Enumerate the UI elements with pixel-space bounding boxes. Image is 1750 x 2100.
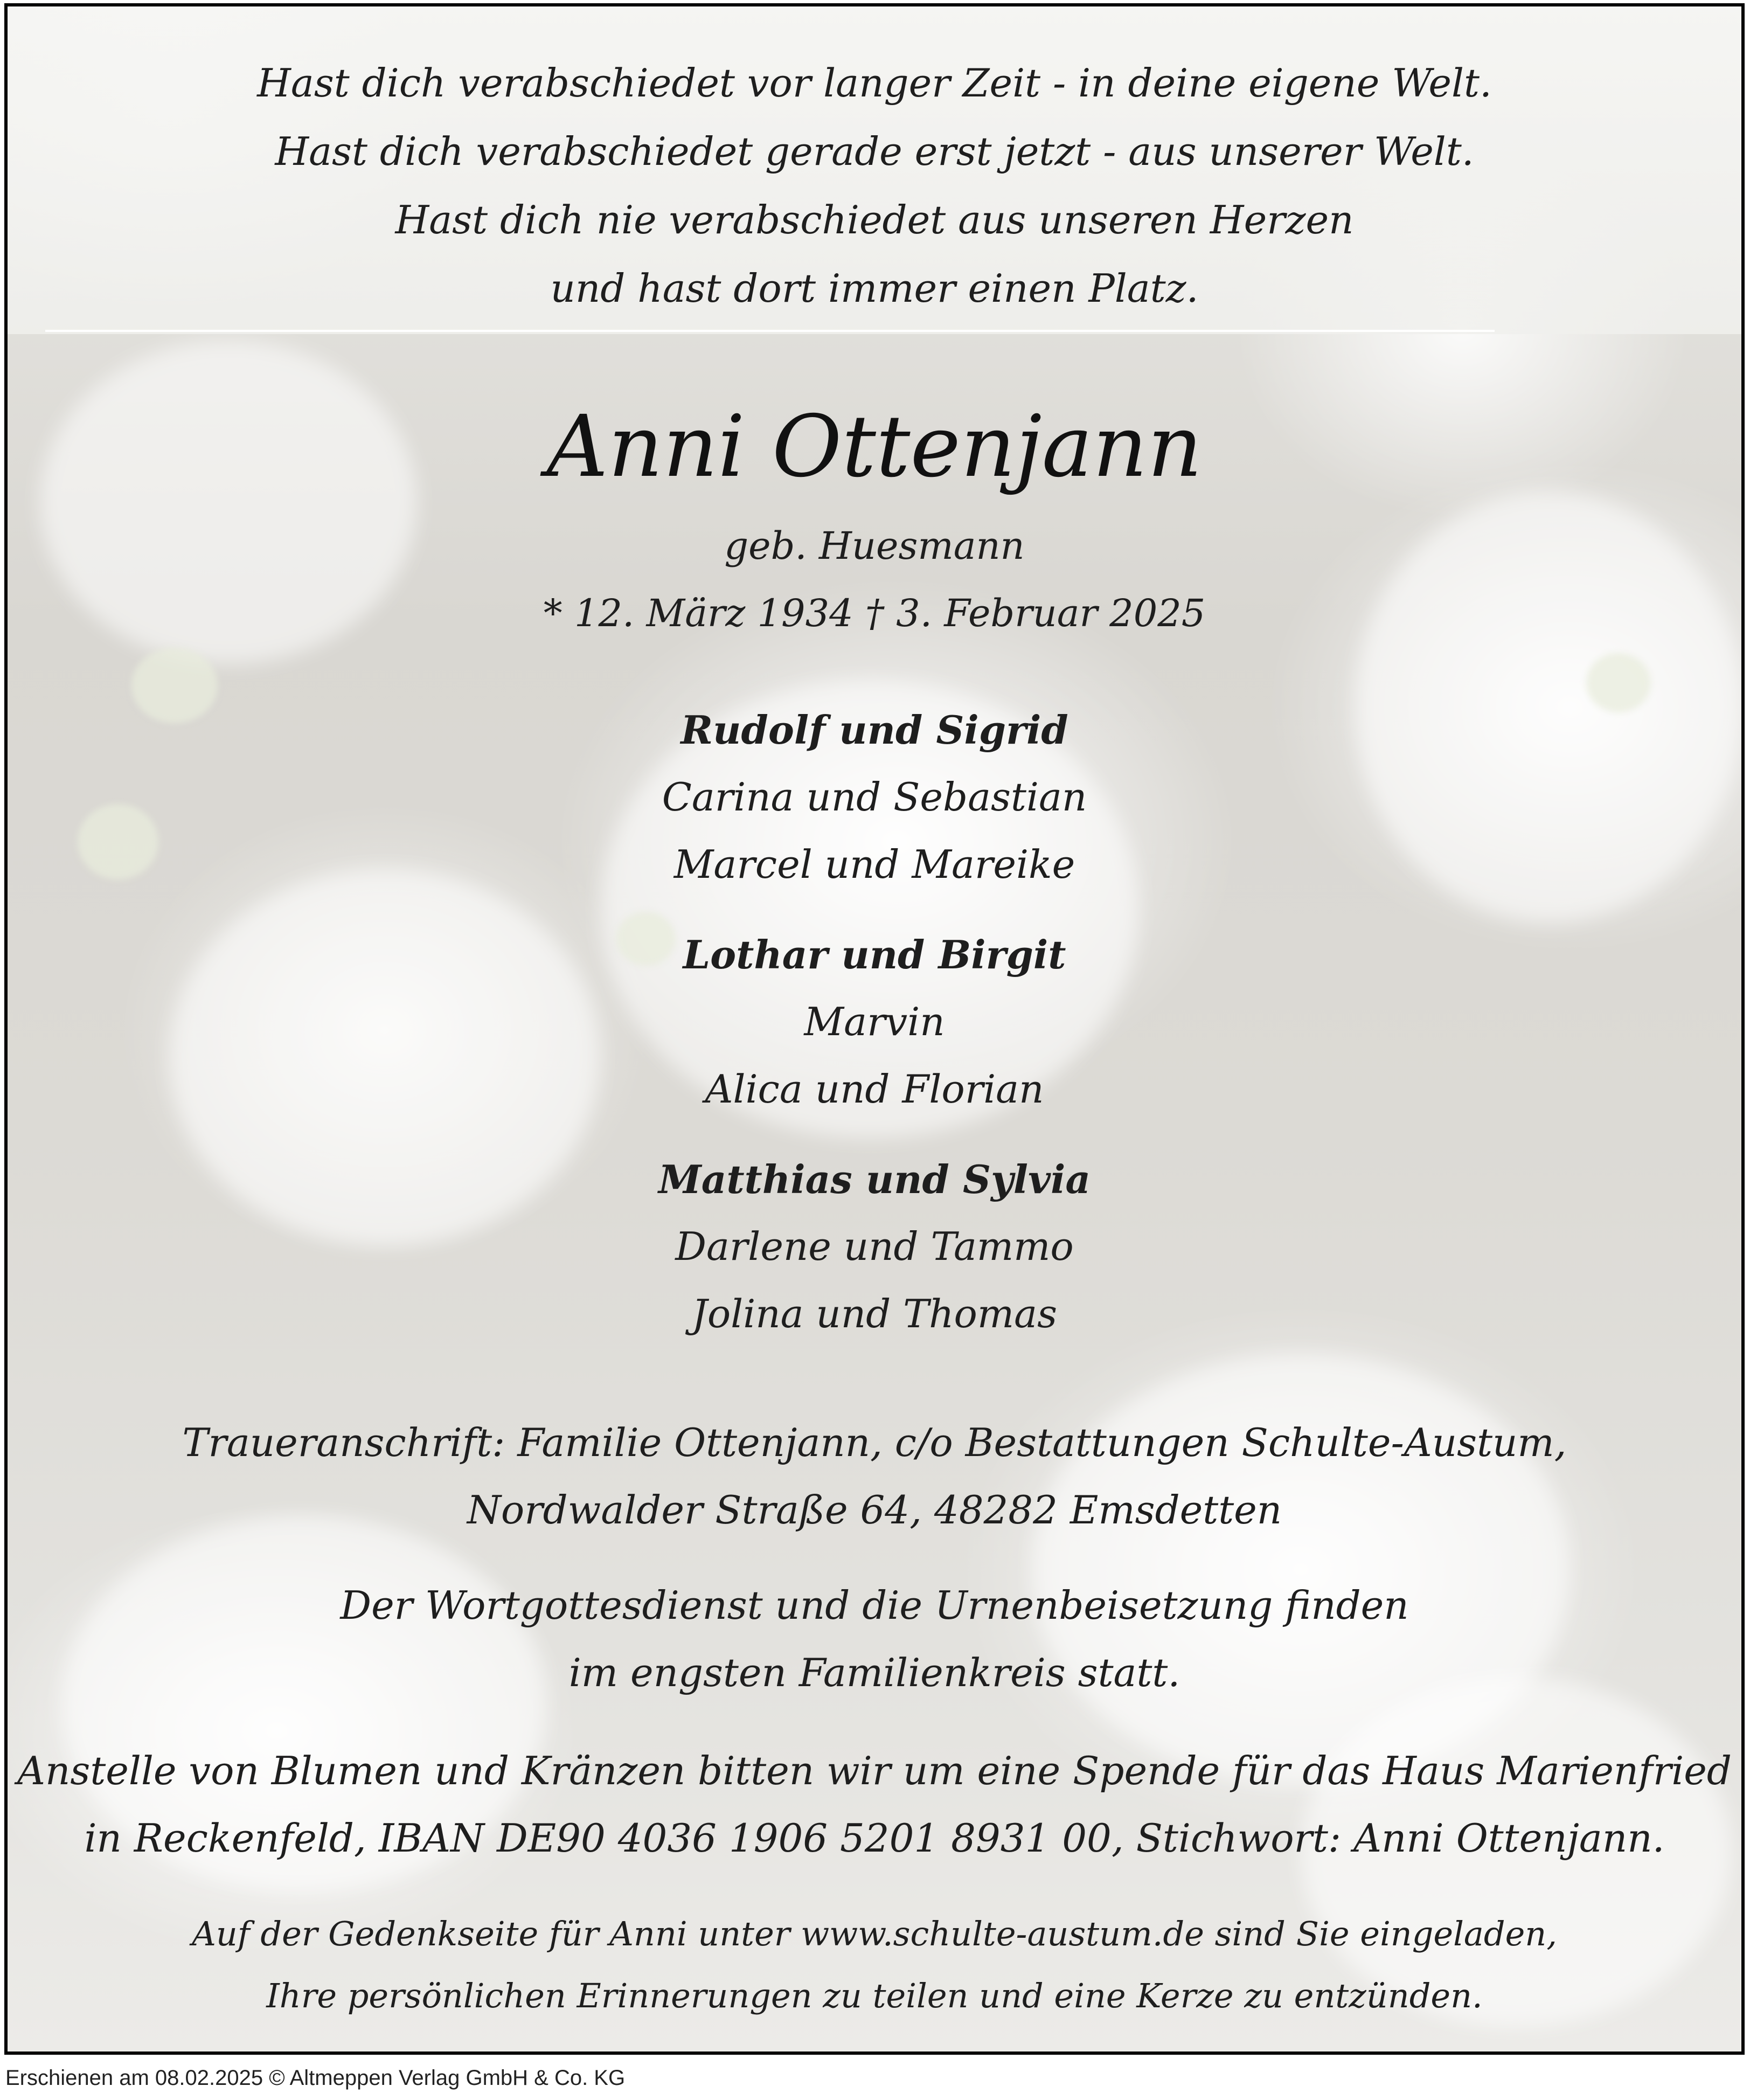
publication-footer: Erschienen am 08.02.2025 © Altmeppen Verlag GmbH & Co. KG (5, 2066, 626, 2090)
birth-name: geb. Huesmann (724, 524, 1025, 568)
service-line: im engsten Familienkreis statt. (568, 1650, 1180, 1695)
family-member: Marcel und Mareike (673, 842, 1075, 887)
verse-line: Hast dich verabschiedet vor langer Zeit - in deine eigene Welt. (257, 60, 1492, 106)
family-member: Marvin (804, 999, 945, 1044)
family-member: Alica und Florian (705, 1066, 1044, 1112)
verse-line: Hast dich verabschiedet gerade erst jetzt - aus unserer Welt. (275, 129, 1474, 174)
memorial-line: Ihre persönlichen Erinnerungen zu teilen und eine Kerze zu entzünden. (266, 1976, 1483, 2015)
family-member: Darlene und Tammo (675, 1224, 1074, 1269)
service-line: Der Wortgottesdienst und die Urnenbeisetzung finden (340, 1583, 1409, 1628)
family-member: Jolina und Thomas (691, 1291, 1058, 1336)
obituary-notice (4, 3, 1745, 2055)
address-line: Nordwalder Straße 64, 48282 Emsdetten (467, 1487, 1282, 1533)
verse-line: Hast dich nie verabschiedet aus unseren Herzen (395, 197, 1354, 242)
verse-line: und hast dort immer einen Platz. (550, 266, 1199, 311)
family-head: Matthias und Sylvia (658, 1156, 1091, 1202)
verse-divider (45, 330, 1495, 332)
address-line: Traueranschrift: Familie Ottenjann, c/o Bestattungen Schulte-Austum, (182, 1420, 1567, 1465)
family-head: Lothar und Birgit (683, 932, 1066, 978)
memorial-line: Auf der Gedenkseite für Anni unter www.schulte-austum.de sind Sie eingeladen, (192, 1914, 1557, 1953)
family-member: Carina und Sebastian (662, 774, 1087, 820)
deceased-name: Anni Ottenjann (546, 397, 1203, 496)
life-dates: * 12. März 1934 † 3. Februar 2025 (543, 591, 1206, 635)
flower-center (1586, 653, 1651, 712)
donation-line: in Reckenfeld, IBAN DE90 4036 1906 5201 8931 00, Stichwort: Anni Ottenjann. (84, 1815, 1665, 1861)
family-head: Rudolf und Sigrid (680, 707, 1068, 753)
donation-line: Anstelle von Blumen und Kränzen bitten wir um eine Spende für das Haus Marienfried (17, 1748, 1732, 1793)
